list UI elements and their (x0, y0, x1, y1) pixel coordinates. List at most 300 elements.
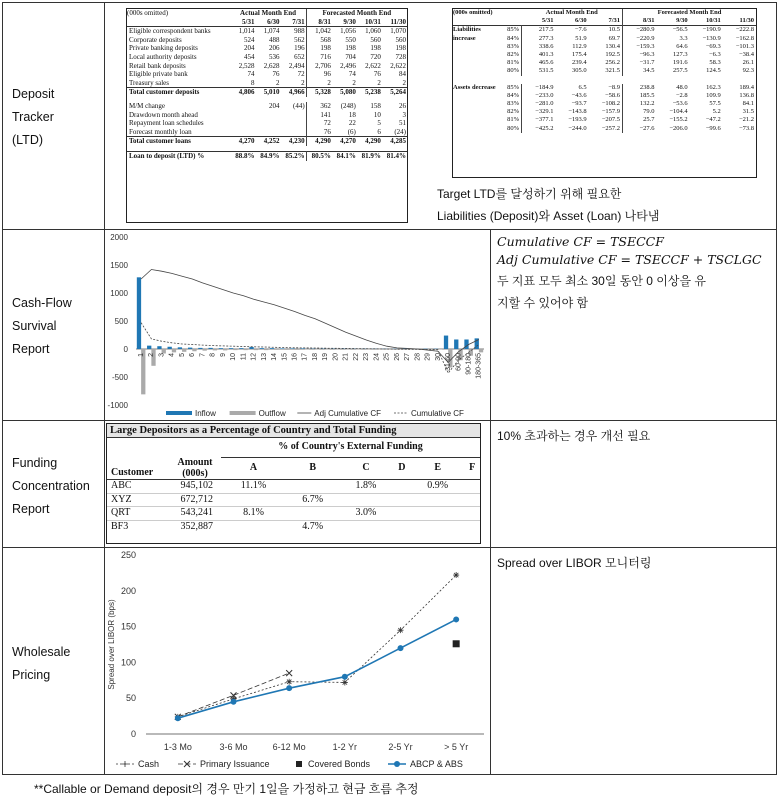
amount-header: Amount (000s) (169, 457, 221, 480)
x-tick-label: 6 (189, 353, 196, 357)
table-cell: 5,328 (306, 88, 332, 97)
country-share-header: % of Country's External Funding (221, 438, 480, 457)
table-cell: 728 (382, 53, 407, 62)
table-cell: 8 (230, 79, 255, 88)
x-tick-label: 15 (281, 353, 288, 361)
x-tick-label: 8 (210, 353, 217, 357)
outflow-bar (223, 349, 227, 350)
table-cell: Forecast monthly loan (127, 128, 230, 137)
outflow-bar (336, 349, 340, 350)
table-cell: −27.6 (623, 125, 657, 133)
table-cell: 321.5 (589, 67, 623, 75)
table-cell: −159.3 (623, 43, 657, 51)
table-cell: 4.7% (286, 520, 339, 533)
table-cell: (248) (332, 102, 357, 111)
x-tick-label: 1-2 Yr (333, 742, 357, 752)
outflow-bar (356, 349, 360, 350)
data-point (286, 679, 292, 685)
table-cell: (24) (382, 128, 407, 137)
table-cell: 80% (497, 67, 522, 75)
table-row (453, 43, 756, 51)
table-cell: 81.4% (382, 151, 407, 160)
table-cell: 3.0% (339, 507, 392, 521)
inflow-bar (188, 348, 192, 349)
outflow-bar (295, 349, 299, 350)
outflow-bar (203, 349, 207, 351)
group-header-actual: Actual Month End (522, 9, 623, 17)
table-cell (255, 119, 280, 128)
table-cell: −73.8 (723, 125, 756, 133)
table-cell: 305.0 (555, 67, 588, 75)
row-label-wholesale-pricing: Wholesale Pricing (12, 641, 70, 687)
table-cell: 84.1% (332, 151, 357, 160)
table-cell: −56.5 (657, 26, 690, 35)
table-cell: 5,010 (255, 88, 280, 97)
x-tick-label: 6-12 Mo (273, 742, 306, 752)
table-cell: 130.4 (589, 43, 623, 51)
table-cell: 10 (357, 111, 382, 120)
table-row (453, 100, 756, 108)
y-tick-label: -500 (112, 373, 129, 382)
outflow-bar (305, 349, 309, 350)
x-tick-label: 21 (343, 353, 350, 361)
table-cell (286, 480, 339, 494)
table-cell: 82% (497, 51, 522, 59)
table-cell: −108.2 (589, 100, 623, 108)
table-cell: 22 (332, 119, 357, 128)
table-row (127, 53, 407, 62)
table-cell: 257.5 (657, 67, 690, 75)
y-tick-label: 1000 (110, 289, 128, 298)
country-header: F (464, 457, 480, 480)
table-cell: 92.3 (723, 67, 756, 75)
cash-flow-note: 두 지표 모두 최소 30일 동안 0 이상을 유 지할 수 있어야 함 (497, 270, 706, 314)
data-point (231, 699, 237, 705)
inflow-bar (301, 348, 305, 349)
table-row (127, 36, 407, 45)
table-cell: (44) (281, 102, 307, 111)
table-cell: 5 (357, 119, 382, 128)
footnote: **Callable or Demand deposit의 경우 만기 1일을 가정하고 현금 흐름 추정 (34, 778, 419, 800)
table-cell: 26 (382, 102, 407, 111)
table-cell: −93.7 (555, 100, 588, 108)
column-header: 6/30 (555, 17, 588, 26)
table-cell: Private banking deposits (127, 44, 230, 53)
data-point (342, 679, 348, 685)
y-tick-label: 0 (131, 729, 136, 739)
table-cell (393, 493, 411, 507)
table-cell: −104.4 (657, 108, 690, 116)
target-ltd-table (453, 9, 756, 133)
x-tick-label: 12 (251, 353, 258, 361)
x-tick-label: 20 (332, 353, 339, 361)
column-header: 11/30 (382, 18, 407, 27)
table-cell: −377.1 (522, 116, 556, 124)
table-cell: 34.5 (623, 67, 657, 75)
table-cell: 465.6 (522, 59, 556, 67)
table-cell (411, 493, 464, 507)
table-row (127, 102, 407, 111)
table-cell (411, 507, 464, 521)
data-point (398, 627, 404, 633)
table-cell: 81.9% (357, 151, 382, 160)
data-point (286, 670, 292, 676)
table-cell: 196 (281, 44, 307, 53)
table-cell: 198 (332, 44, 357, 53)
table-cell: −101.3 (723, 43, 756, 51)
x-tick-label: 2 (148, 353, 155, 357)
table-cell: Repayment loan schedules (127, 119, 230, 128)
row-label-funding-concentration: Funding Concentration Report (12, 452, 90, 521)
x-tick-label: 25 (384, 353, 391, 361)
table-cell: 124.5 (690, 67, 723, 75)
table-cell (393, 480, 411, 494)
table-cell (221, 493, 286, 507)
column-header: 10/31 (357, 18, 382, 27)
group-header-actual: Actual Month End (230, 9, 306, 18)
table-cell: −155.2 (657, 116, 690, 124)
units-label: (000s omitted) (453, 9, 522, 17)
x-tick-label: 3-6 Mo (219, 742, 247, 752)
table-cell (230, 111, 255, 120)
table-cell: 704 (332, 53, 357, 62)
table-cell: 31.5 (723, 108, 756, 116)
table-cell: −257.2 (589, 125, 623, 133)
table-cell: 80.5% (306, 151, 332, 160)
table-cell: 1,042 (306, 27, 332, 36)
table-cell: 185.5 (623, 92, 657, 100)
table-cell: 82% (497, 108, 522, 116)
country-header: B (286, 457, 339, 480)
table-cell: Total customer loans (127, 137, 230, 146)
table-cell: 57.5 (690, 100, 723, 108)
table-cell: 716 (306, 53, 332, 62)
table-cell: 132.2 (623, 100, 657, 108)
table-cell: 84 (382, 70, 407, 79)
table-cell: 84% (497, 92, 522, 100)
x-tick-label: 19 (322, 353, 329, 361)
x-tick-label: 2-5 Yr (388, 742, 412, 752)
table-cell (464, 520, 480, 533)
table-cell: 2,496 (332, 62, 357, 71)
table-cell: 362 (306, 102, 332, 111)
column-header: 5/31 (230, 18, 255, 27)
table-cell (411, 520, 464, 533)
inflow-bar (147, 346, 151, 349)
table-cell: −96.3 (623, 51, 657, 59)
row-divider (2, 547, 777, 548)
table-cell: Treasury sales (127, 79, 230, 88)
x-tick-label: 24 (373, 353, 380, 361)
customer-header: Customer (107, 457, 169, 480)
inflow-bar (229, 348, 233, 349)
table-cell: 81% (497, 59, 522, 67)
table-cell: Local authority deposits (127, 53, 230, 62)
table-cell: 11.1% (221, 480, 286, 494)
table-cell: 204 (230, 44, 255, 53)
table-cell: Total customer deposits (127, 88, 230, 97)
table-cell: 2 (281, 79, 307, 88)
country-header: D (393, 457, 411, 480)
table-cell (464, 480, 480, 494)
table-cell (230, 128, 255, 137)
table-cell: −329.1 (522, 108, 556, 116)
inflow-bar (249, 347, 253, 349)
outflow-bar (438, 349, 442, 350)
x-tick-label: 90-180 (465, 353, 472, 375)
outflow-bar (325, 349, 329, 350)
table-cell: 4,252 (255, 137, 280, 146)
y-tick-label: 100 (121, 657, 136, 667)
table-cell: ABC (107, 480, 169, 494)
table-row (127, 79, 407, 88)
row-divider (2, 420, 777, 421)
table-cell: −21.2 (723, 116, 756, 124)
table-row (453, 125, 756, 133)
table-cell: 543,241 (169, 507, 221, 521)
table-cell: 2 (382, 79, 407, 88)
table-cell: −207.5 (589, 116, 623, 124)
table-cell: 338.6 (522, 43, 556, 51)
data-point (398, 645, 404, 651)
table-cell: M/M change (127, 102, 230, 111)
table-cell: −281.0 (522, 100, 556, 108)
adj-cumulative-cf-formula: Adj Cumulative CF = TSECCF + TSCLGC (497, 251, 762, 269)
table-cell: 3 (382, 111, 407, 120)
cumulative-cf-formula: Cumulative CF = TSECCF (497, 233, 664, 251)
country-header: C (339, 457, 392, 480)
x-tick-label: 60-90 (455, 353, 462, 371)
table-cell: Loan to deposit (LTD) % (127, 151, 230, 160)
table-row (453, 67, 756, 75)
table-cell: Eligible correspondent banks (127, 27, 230, 36)
table-cell: 80% (497, 125, 522, 133)
table-row (127, 70, 407, 79)
legend-marker (122, 761, 128, 767)
section-label: Liabilities increase (453, 26, 497, 76)
x-tick-label: 30 (435, 353, 442, 361)
x-tick-label: 14 (271, 353, 278, 361)
row-label-cash-flow: Cash-Flow Survival Report (12, 292, 72, 361)
ltd-note: Target LTD를 달성하기 위해 필요한 Liabilities (Deposit)와 Asset (Loan) 나타냄 (437, 183, 659, 227)
table-cell: 51 (382, 119, 407, 128)
x-tick-label: 10 (230, 353, 237, 361)
table-cell: 652 (281, 53, 307, 62)
table-cell: 568 (306, 36, 332, 45)
table-row (453, 51, 756, 59)
x-tick-label: 22 (353, 353, 360, 361)
column-header: 10/31 (690, 17, 723, 26)
table-row (453, 92, 756, 100)
table-cell: 85% (497, 26, 522, 35)
table-cell: 2,622 (382, 62, 407, 71)
table-cell: 51.9 (555, 35, 588, 43)
table-cell: 1,074 (255, 27, 280, 36)
table-cell: 2 (332, 79, 357, 88)
table-cell: −220.9 (623, 35, 657, 43)
table-cell: Eligible private bank (127, 70, 230, 79)
table-cell: 672,712 (169, 493, 221, 507)
table-cell: −193.9 (555, 116, 588, 124)
table-cell: Retail bank deposits (127, 62, 230, 71)
table-cell (286, 507, 339, 521)
inflow-bar (168, 347, 172, 349)
table-cell: 79.0 (623, 108, 657, 116)
y-tick-label: -1000 (108, 401, 129, 410)
table-cell: 2 (255, 79, 280, 88)
y-tick-label: 150 (121, 622, 136, 632)
y-tick-label: 1500 (110, 261, 128, 270)
table-cell: (6) (332, 128, 357, 137)
legend-swatch (166, 411, 192, 415)
outflow-bar (274, 349, 278, 350)
table-cell (255, 111, 280, 120)
table-cell: 562 (281, 36, 307, 45)
table-cell: −7.6 (555, 26, 588, 35)
depositors-table-title: Large Depositors as a Percentage of Country and Total Funding (107, 424, 480, 438)
x-tick-label: 9 (220, 353, 227, 357)
table-cell: 84% (497, 35, 522, 43)
table-cell: 3.3 (657, 35, 690, 43)
ltd-table-panel (126, 8, 408, 223)
table-cell: 1,014 (230, 27, 255, 36)
table-cell: 4,806 (230, 88, 255, 97)
table-cell: 10.5 (589, 26, 623, 35)
x-tick-label: 180-365 (476, 353, 483, 379)
inflow-bar (137, 277, 141, 349)
table-row (453, 116, 756, 124)
table-cell (281, 119, 307, 128)
table-cell (464, 493, 480, 507)
table-cell: 560 (357, 36, 382, 45)
table-cell: 6 (357, 128, 382, 137)
group-header-forecast: Forecasted Month End (623, 9, 756, 17)
table-row (127, 119, 407, 128)
table-cell: −244.0 (555, 125, 588, 133)
table-cell: 2,622 (357, 62, 382, 71)
table-cell (230, 119, 255, 128)
table-cell: 72 (281, 70, 307, 79)
table-cell: −130.9 (690, 35, 723, 43)
table-cell: 198 (382, 44, 407, 53)
table-cell: 6.7% (286, 493, 339, 507)
column-header: 6/30 (255, 18, 280, 27)
table-cell: 2,494 (281, 62, 307, 71)
table-cell: 58.3 (690, 59, 723, 67)
inflow-bar (444, 336, 448, 349)
y-axis-label: Spread over LIBOR (bps) (107, 599, 116, 690)
table-cell: −58.6 (589, 92, 623, 100)
table-cell (339, 520, 392, 533)
table-row (127, 44, 407, 53)
target-ltd-table-panel (452, 8, 757, 178)
column-header: 7/31 (281, 18, 307, 27)
concentration-note: 10% 초과하는 경우 개선 필요 (497, 425, 650, 447)
inflow-bar (208, 348, 212, 349)
x-tick-label: 28 (414, 353, 421, 361)
table-cell: −143.8 (555, 108, 588, 116)
table-cell: Drawdown month ahead (127, 111, 230, 120)
group-header-forecast: Forecasted Month End (306, 9, 407, 18)
table-cell (230, 102, 255, 111)
table-cell (281, 111, 307, 120)
inflow-bar (178, 347, 182, 349)
table-cell: 454 (230, 53, 255, 62)
table-cell: 945,102 (169, 480, 221, 494)
table-cell (393, 507, 411, 521)
table-cell: 192.5 (589, 51, 623, 59)
table-cell: 76 (357, 70, 382, 79)
table-cell: 81% (497, 116, 522, 124)
table-cell (221, 520, 286, 533)
table-cell: −157.9 (589, 108, 623, 116)
table-row (127, 88, 407, 97)
table-cell: −31.7 (623, 59, 657, 67)
table-cell: 158 (357, 102, 382, 111)
table-cell: 76 (306, 128, 332, 137)
table-cell: −53.6 (657, 100, 690, 108)
table-cell: −69.3 (690, 43, 723, 51)
row-label-deposit-tracker: Deposit Tracker (LTD) (12, 83, 54, 152)
table-cell: 550 (332, 36, 357, 45)
table-cell: 4,270 (230, 137, 255, 146)
legend-label: Outflow (259, 409, 286, 418)
outflow-bar (346, 349, 350, 350)
data-point (453, 640, 460, 647)
legend-label: Cash (138, 759, 159, 769)
inflow-bar (270, 348, 274, 349)
table-row (107, 507, 480, 521)
inflow-bar (454, 339, 458, 349)
table-cell: 4,290 (306, 137, 332, 146)
table-cell: 524 (230, 36, 255, 45)
table-cell: 162.3 (690, 84, 723, 92)
outflow-bar (243, 349, 247, 350)
outflow-bar (254, 349, 258, 350)
table-cell: 277.3 (522, 35, 556, 43)
table-cell: 6.5 (555, 84, 588, 92)
table-cell: −8.9 (589, 84, 623, 92)
legend-label: Cumulative CF (411, 409, 464, 418)
x-tick-label: 11 (240, 353, 247, 360)
table-row (127, 128, 407, 137)
table-cell: 238.8 (623, 84, 657, 92)
table-cell: −99.6 (690, 125, 723, 133)
table-cell: 5,238 (357, 88, 382, 97)
table-cell: 720 (357, 53, 382, 62)
legend-label: ABCP & ABS (410, 759, 463, 769)
table-cell: 401.3 (522, 51, 556, 59)
x-tick-label: 18 (312, 353, 319, 361)
outflow-bar (315, 349, 319, 350)
wholesale-pricing-chart (106, 549, 490, 774)
ltd-table (127, 9, 407, 161)
table-row (453, 35, 756, 43)
table-row (127, 111, 407, 120)
table-row (127, 62, 407, 71)
table-cell: 1,070 (382, 27, 407, 36)
x-tick-label: > 5 Yr (444, 742, 468, 752)
row-divider (2, 229, 777, 230)
table-cell: 488 (255, 36, 280, 45)
table-cell: 206 (255, 44, 280, 53)
table-cell: 536 (255, 53, 280, 62)
table-cell: 0.9% (411, 480, 464, 494)
table-cell: −2.8 (657, 92, 690, 100)
inflow-bar (280, 348, 284, 349)
column-header: 5/31 (522, 17, 556, 26)
column-header: 8/31 (306, 18, 332, 27)
